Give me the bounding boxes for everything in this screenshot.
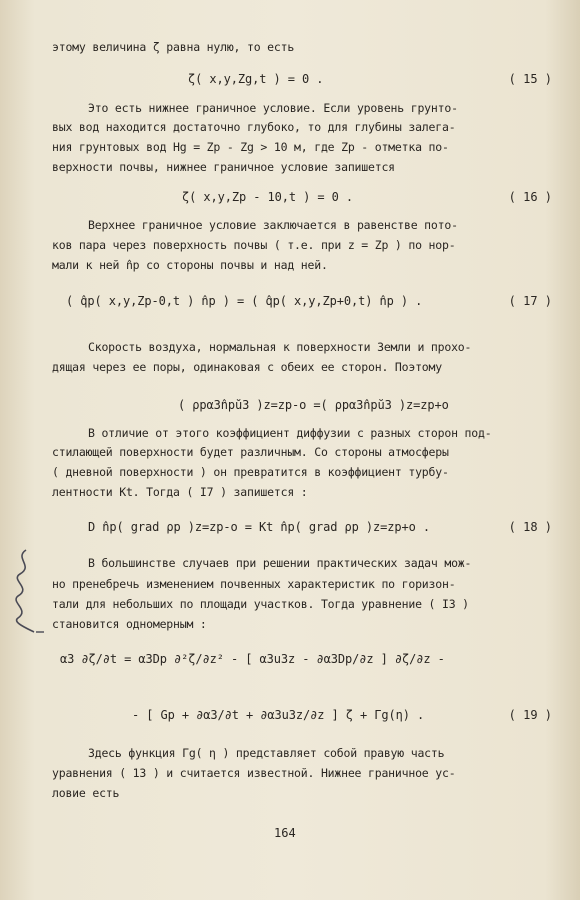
- equation-19-line-2: - [ Gp + ∂α3/∂t + ∂α3u3z/∂z ] ζ + Гg(η) .: [132, 708, 425, 722]
- text-line: ловие есть: [52, 786, 120, 800]
- text-line: ния грунтовых вод Hg = Zp - Zg > 10 м, где Zp - отметка по-: [52, 140, 449, 154]
- equation-18: D n̂p( grad ρp )z=zp-o = Kt n̂p( grad ρp )z=zp+o .: [88, 520, 430, 534]
- page-number: 164: [274, 826, 296, 840]
- text-line: мали к ней n̂p со стороны почвы и над ней.: [52, 258, 328, 272]
- text-line: В большинстве случаев при решении практических задач мож-: [88, 556, 472, 570]
- text-line: Скорость воздуха, нормальная к поверхности Земли и прохо-: [88, 340, 472, 354]
- text-line: лентности Kt. Тогда ( I7 ) запишется :: [52, 485, 308, 499]
- text-line: уравнения ( 13 ) и считается известной. Нижнее граничное ус-: [52, 766, 456, 780]
- text-line: стилающей поверхности будет различным. Со стороны атмосферы: [52, 445, 449, 459]
- equation-number-15: ( 15 ): [508, 72, 552, 86]
- text-line: Верхнее граничное условие заключается в равенстве пото-: [88, 218, 458, 232]
- text-line: Здесь функция Гg( η ) представляет собой правую часть: [88, 746, 445, 760]
- text-line: ков пара через поверхность почвы ( т.е. при z = Zp ) по нор-: [52, 238, 456, 252]
- text-line: но пренебречь изменением почвенных характеристик по горизон-: [52, 577, 456, 591]
- text-line: тали для небольших по площади участков. Тогда уравнение ( I3 ): [52, 597, 469, 611]
- text-line: верхности почвы, нижнее граничное условие запишется: [52, 160, 395, 174]
- equation-15: ζ( x,y,Zg,t ) = 0 .: [188, 72, 324, 86]
- text-line: вых вод находится достаточно глубоко, то для глубины залега-: [52, 120, 456, 134]
- text-line: Это есть нижнее граничное условие. Если уровень грунто-: [88, 101, 458, 115]
- text-line: ( дневной поверхности ) он превратится в коэффициент турбу-: [52, 465, 449, 479]
- text-line: дящая через ее поры, одинаковая с обеих ее сторон. Поэтому: [52, 360, 442, 374]
- equation-19-line-1: α3 ∂ζ/∂t = α3Dp ∂²ζ/∂z² - [ α3u3z - ∂α3Dp/∂z ] ∂ζ/∂z -: [60, 652, 445, 666]
- margin-squiggle-mark: [4, 548, 44, 640]
- equation-air-velocity: ( ρpα3n̂pŭ3 )z=zp-o =( ρpα3n̂pŭ3 )z=zp+o: [178, 398, 449, 412]
- equation-number-17: ( 17 ): [508, 294, 552, 308]
- text-line: В отличие от этого коэффициент диффузии с разных сторон под-: [88, 426, 492, 440]
- equation-number-16: ( 16 ): [508, 190, 552, 204]
- equation-16: ζ( x,y,Zp - 10,t ) = 0 .: [182, 190, 353, 204]
- equation-number-19: ( 19 ): [508, 708, 552, 722]
- equation-17: ( q̂p( x,y,Zp-0,t ) n̂p ) = ( q̂p( x,y,Zp+0,t) n̂p ) .: [66, 294, 423, 308]
- text-line: становится одномерным :: [52, 617, 207, 631]
- equation-number-18: ( 18 ): [508, 520, 552, 534]
- text-line: этому величина ζ равна нулю, то есть: [52, 40, 295, 54]
